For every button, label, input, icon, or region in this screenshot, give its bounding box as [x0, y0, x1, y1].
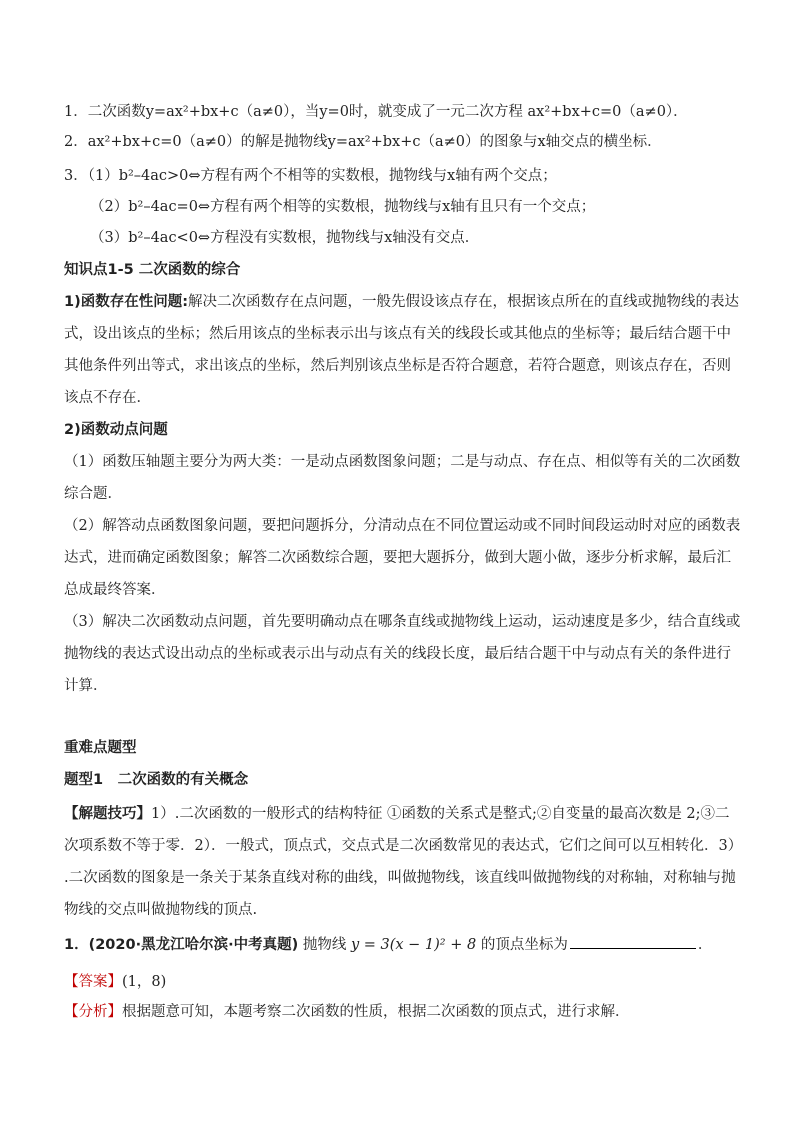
kp1-text: 解决二次函数存在点问题，一般先假设该点存在，根据该点所在的直线或抛物线的表达: [188, 294, 740, 310]
kp2-3-line-1: （3）解决二次函数动点问题，首先要明确动点在哪条直线或抛物线上运动，运动速度是多少，结合直线或: [64, 614, 741, 630]
kp1-line-1: [64, 292, 740, 312]
kp2-1-line-2: 综合题．: [64, 486, 122, 502]
tip-line-1: [64, 804, 734, 824]
kp1-line-3: 其他条件列出等式，求出该点的坐标，然后判别该点坐标是否符合题意，若符合题意，则该点存在，否则: [64, 358, 731, 374]
kp1-title: 1)函数存在性问题:: [64, 294, 189, 310]
analysis-text: 根据题意可知，本题考察二次函数的性质，根据二次函数的顶点式，进行求解．: [122, 1004, 630, 1020]
item-3a: 3．（1）b²–4ac>0⇔方程有两个不相等的实数根，抛物线与x轴有两个交点；: [64, 168, 557, 184]
analysis-label: 【分析】: [64, 1004, 122, 1020]
kp2-3-line-3: 计算．: [64, 678, 108, 694]
tip-text: 1）.二次函数的一般形式的结构特征 ①函数的关系式是整式;②自变量的最高次数是 2;③二: [151, 806, 730, 822]
kp2-title: 2)函数动点问题: [64, 422, 168, 438]
kp1-line-2: 式，设出该点的坐标；然后用该点的坐标表示出与该点有关的线段长或其他点的坐标等；最后结合题干中: [64, 326, 731, 342]
tip-line-3: .二次函数的图象是一条关于某条直线对称的曲线，叫做抛物线，该直线叫做抛物线的对称轴，对称轴与抛: [64, 870, 736, 886]
answer-value: (1，8): [122, 974, 167, 990]
kp2-2-line-2: 达式，进而确定函数图象；解答二次函数综合题，要把大题拆分，做到大题小做，逐步分析求解，最后汇: [64, 550, 731, 566]
analysis-line: [64, 1002, 734, 1022]
question-text-after: 的顶点坐标为: [476, 937, 568, 953]
question-text-before: 抛物线: [298, 937, 351, 953]
question-1: [64, 934, 734, 955]
kp2-1-line-1: （1）函数压轴题主要分为两大类：一是动点函数图象问题；二是与动点、存在点、相似等有关的二次函数: [64, 454, 741, 470]
item-2: 2．ax²+bx+c=0（a≠0）的解是抛物线y=ax²+bx+c（a≠0）的图象与x轴交点的横坐标．: [64, 134, 662, 150]
kp1-line-4: 该点不存在．: [64, 390, 151, 406]
answer-label: 【答案】: [64, 974, 122, 990]
question-formula: y = 3(x − 1)² + 8: [350, 937, 477, 953]
tip-line-2: 次项系数不等于零．2）．一般式，顶点式，交点式是二次函数常见的表达式，它们之间可以互相转化．3）: [64, 838, 743, 854]
type-1-title: 题型1 二次函数的有关概念: [64, 772, 249, 788]
answer-blank: [570, 934, 696, 949]
knowledge-point-title: 知识点1-5 二次函数的综合: [64, 262, 241, 278]
item-1: 1．二次函数y=ax²+bx+c（a≠0），当y=0时，就变成了一元二次方程 ax²+bx+c=0（a≠0）．: [64, 104, 688, 120]
item-3c: （3）b²–4ac<0⇔方程没有实数根，抛物线与x轴没有交点．: [90, 230, 480, 246]
kp2-3-line-2: 抛物线的表达式设出动点的坐标或表示出与动点有关的线段长度，最后结合题干中与动点有关的条件进行: [64, 646, 731, 662]
tip-label: 【解题技巧】: [64, 806, 151, 822]
types-heading: 重难点题型: [64, 740, 137, 756]
kp2-2-line-1: （2）解答动点函数图象问题，要把问题拆分，分清动点在不同位置运动或不同时间段运动时对应的函数表: [64, 518, 741, 534]
item-3b: （2）b²–4ac=0⇔方程有两个相等的实数根，抛物线与x轴有且只有一个交点；: [90, 199, 596, 215]
tip-line-4: 物线的交点叫做抛物线的顶点.: [64, 902, 258, 918]
question-end: ．: [697, 937, 713, 953]
question-source: 1．(2020·黑龙江哈尔滨·中考真题): [64, 937, 299, 953]
answer-line: [64, 972, 734, 992]
kp2-2-line-3: 总成最终答案．: [64, 582, 166, 598]
